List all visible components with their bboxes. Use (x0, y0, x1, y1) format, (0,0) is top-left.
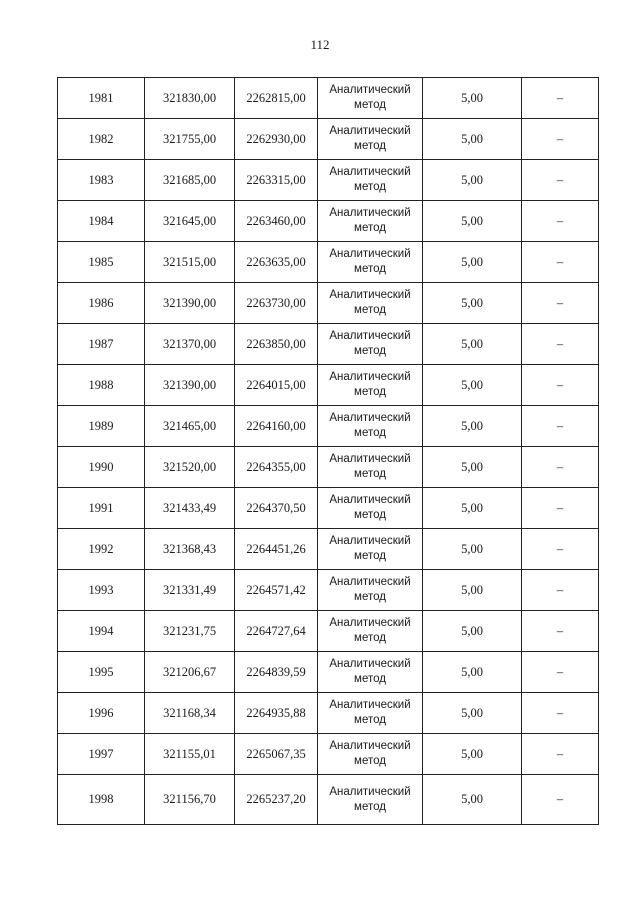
table-row (58, 324, 599, 365)
point-number-cell: 1981 (58, 78, 145, 119)
method-line-2: метод (354, 755, 386, 767)
method-line-1: Аналитический (329, 785, 411, 798)
point-number-cell: 1987 (58, 324, 145, 365)
table-row (58, 611, 599, 652)
method-cell (318, 119, 423, 160)
method-line-2: метод (354, 263, 386, 275)
point-number-cell: 1990 (58, 447, 145, 488)
table-row (58, 78, 599, 119)
method-cell (318, 406, 423, 447)
x-coordinate-cell: 321206,67 (145, 652, 235, 693)
accuracy-cell: 5,00 (423, 119, 522, 160)
point-number-cell: 1993 (58, 570, 145, 611)
method-line-2: метод (354, 140, 386, 152)
point-number-cell: 1982 (58, 119, 145, 160)
y-coordinate-cell: 2265067,35 (235, 734, 318, 775)
table-row (58, 242, 599, 283)
note-cell: – (522, 406, 599, 447)
note-cell: – (522, 201, 599, 242)
method-line-2: метод (354, 468, 386, 480)
coordinates-table (57, 77, 599, 825)
note-cell: – (522, 160, 599, 201)
method-line-1: Аналитический (329, 166, 411, 178)
x-coordinate-cell: 321645,00 (145, 201, 235, 242)
table-row (58, 652, 599, 693)
method-cell (318, 324, 423, 365)
note-cell: – (522, 570, 599, 611)
x-coordinate-cell: 321370,00 (145, 324, 235, 365)
method-cell (318, 78, 423, 119)
x-coordinate-cell: 321465,00 (145, 406, 235, 447)
accuracy-cell: 5,00 (423, 324, 522, 365)
point-number-cell: 1984 (58, 201, 145, 242)
method-cell (318, 734, 423, 775)
method-cell (318, 693, 423, 734)
method-line-1: Аналитический (329, 84, 411, 96)
accuracy-cell: 5,00 (423, 529, 522, 570)
method-line-2: метод (354, 99, 386, 111)
note-cell: – (522, 488, 599, 529)
method-line-2: метод (354, 632, 386, 644)
x-coordinate-cell: 321331,49 (145, 570, 235, 611)
point-number-cell: 1998 (58, 775, 145, 825)
y-coordinate-cell: 2264451,26 (235, 529, 318, 570)
method-line-2: метод (354, 714, 386, 726)
method-cell (318, 570, 423, 611)
note-cell: – (522, 242, 599, 283)
method-line-2: метод (354, 386, 386, 398)
method-line-1: Аналитический (329, 248, 411, 260)
table-row (58, 693, 599, 734)
table-row (58, 201, 599, 242)
y-coordinate-cell: 2264571,42 (235, 570, 318, 611)
x-coordinate-cell: 321368,43 (145, 529, 235, 570)
method-line-2: метод (354, 673, 386, 685)
table-row (58, 529, 599, 570)
method-line-1: Аналитический (329, 453, 411, 465)
method-line-1: Аналитический (329, 330, 411, 342)
y-coordinate-cell: 2264370,50 (235, 488, 318, 529)
table-row (58, 406, 599, 447)
point-number-cell: 1989 (58, 406, 145, 447)
note-cell: – (522, 734, 599, 775)
method-cell (318, 447, 423, 488)
y-coordinate-cell: 2263460,00 (235, 201, 318, 242)
x-coordinate-cell: 321755,00 (145, 119, 235, 160)
x-coordinate-cell: 321390,00 (145, 365, 235, 406)
method-line-1: Аналитический (329, 289, 411, 301)
y-coordinate-cell: 2262815,00 (235, 78, 318, 119)
accuracy-cell: 5,00 (423, 406, 522, 447)
y-coordinate-cell: 2264015,00 (235, 365, 318, 406)
note-cell: – (522, 283, 599, 324)
method-cell (318, 652, 423, 693)
note-cell: – (522, 693, 599, 734)
accuracy-cell: 5,00 (423, 201, 522, 242)
table-row (58, 570, 599, 611)
method-line-2: метод (354, 304, 386, 316)
page-number: 112 (310, 37, 330, 52)
method-cell (318, 160, 423, 201)
note-cell: – (522, 119, 599, 160)
table-row (58, 283, 599, 324)
y-coordinate-cell: 2264935,88 (235, 693, 318, 734)
method-cell (318, 529, 423, 570)
method-line-2: метод (354, 222, 386, 234)
accuracy-cell: 5,00 (423, 611, 522, 652)
accuracy-cell: 5,00 (423, 242, 522, 283)
note-cell: – (522, 365, 599, 406)
accuracy-cell: 5,00 (423, 693, 522, 734)
point-number-cell: 1985 (58, 242, 145, 283)
method-line-1: Аналитический (329, 207, 411, 219)
point-number-cell: 1996 (58, 693, 145, 734)
method-line-1: Аналитический (329, 617, 411, 629)
accuracy-cell: 5,00 (423, 365, 522, 406)
point-number-cell: 1997 (58, 734, 145, 775)
accuracy-cell: 5,00 (423, 570, 522, 611)
y-coordinate-cell: 2263730,00 (235, 283, 318, 324)
accuracy-cell: 5,00 (423, 652, 522, 693)
method-line-1: Аналитический (329, 699, 411, 711)
table-row (58, 734, 599, 775)
y-coordinate-cell: 2263315,00 (235, 160, 318, 201)
method-cell (318, 365, 423, 406)
method-cell (318, 242, 423, 283)
x-coordinate-cell: 321155,01 (145, 734, 235, 775)
point-number-cell: 1994 (58, 611, 145, 652)
method-line-2: метод (354, 509, 386, 521)
method-line-2: метод (354, 181, 386, 193)
method-line-2: метод (354, 800, 386, 813)
note-cell: – (522, 775, 599, 825)
accuracy-cell: 5,00 (423, 734, 522, 775)
accuracy-cell: 5,00 (423, 447, 522, 488)
method-line-2: метод (354, 550, 386, 562)
x-coordinate-cell: 321390,00 (145, 283, 235, 324)
method-line-1: Аналитический (329, 371, 411, 383)
method-line-1: Аналитический (329, 740, 411, 752)
method-cell (318, 201, 423, 242)
method-cell (318, 283, 423, 324)
x-coordinate-cell: 321830,00 (145, 78, 235, 119)
y-coordinate-cell: 2263850,00 (235, 324, 318, 365)
x-coordinate-cell: 321231,75 (145, 611, 235, 652)
accuracy-cell: 5,00 (423, 488, 522, 529)
table-row (58, 488, 599, 529)
table-row (58, 119, 599, 160)
table-body (58, 78, 599, 825)
x-coordinate-cell: 321520,00 (145, 447, 235, 488)
table-row (58, 775, 599, 825)
method-line-1: Аналитический (329, 125, 411, 137)
x-coordinate-cell: 321168,34 (145, 693, 235, 734)
y-coordinate-cell: 2264839,59 (235, 652, 318, 693)
y-coordinate-cell: 2264727,64 (235, 611, 318, 652)
method-line-1: Аналитический (329, 535, 411, 547)
x-coordinate-cell: 321433,49 (145, 488, 235, 529)
accuracy-cell: 5,00 (423, 78, 522, 119)
note-cell: – (522, 529, 599, 570)
note-cell: – (522, 78, 599, 119)
accuracy-cell: 5,00 (423, 160, 522, 201)
y-coordinate-cell: 2265237,20 (235, 775, 318, 825)
method-cell (318, 611, 423, 652)
x-coordinate-cell: 321685,00 (145, 160, 235, 201)
y-coordinate-cell: 2264160,00 (235, 406, 318, 447)
x-coordinate-cell: 321156,70 (145, 775, 235, 825)
method-cell (318, 775, 423, 825)
point-number-cell: 1995 (58, 652, 145, 693)
y-coordinate-cell: 2263635,00 (235, 242, 318, 283)
method-line-1: Аналитический (329, 494, 411, 506)
method-line-1: Аналитический (329, 412, 411, 424)
note-cell: – (522, 447, 599, 488)
y-coordinate-cell: 2264355,00 (235, 447, 318, 488)
note-cell: – (522, 324, 599, 365)
method-line-2: метод (354, 345, 386, 357)
point-number-cell: 1992 (58, 529, 145, 570)
x-coordinate-cell: 321515,00 (145, 242, 235, 283)
accuracy-cell: 5,00 (423, 775, 522, 825)
note-cell: – (522, 652, 599, 693)
table-row (58, 160, 599, 201)
table-row (58, 447, 599, 488)
method-line-2: метод (354, 427, 386, 439)
point-number-cell: 1986 (58, 283, 145, 324)
method-cell (318, 488, 423, 529)
method-line-2: метод (354, 591, 386, 603)
table-row (58, 365, 599, 406)
point-number-cell: 1991 (58, 488, 145, 529)
accuracy-cell: 5,00 (423, 283, 522, 324)
y-coordinate-cell: 2262930,00 (235, 119, 318, 160)
point-number-cell: 1983 (58, 160, 145, 201)
method-line-1: Аналитический (329, 658, 411, 670)
note-cell: – (522, 611, 599, 652)
method-line-1: Аналитический (329, 576, 411, 588)
point-number-cell: 1988 (58, 365, 145, 406)
